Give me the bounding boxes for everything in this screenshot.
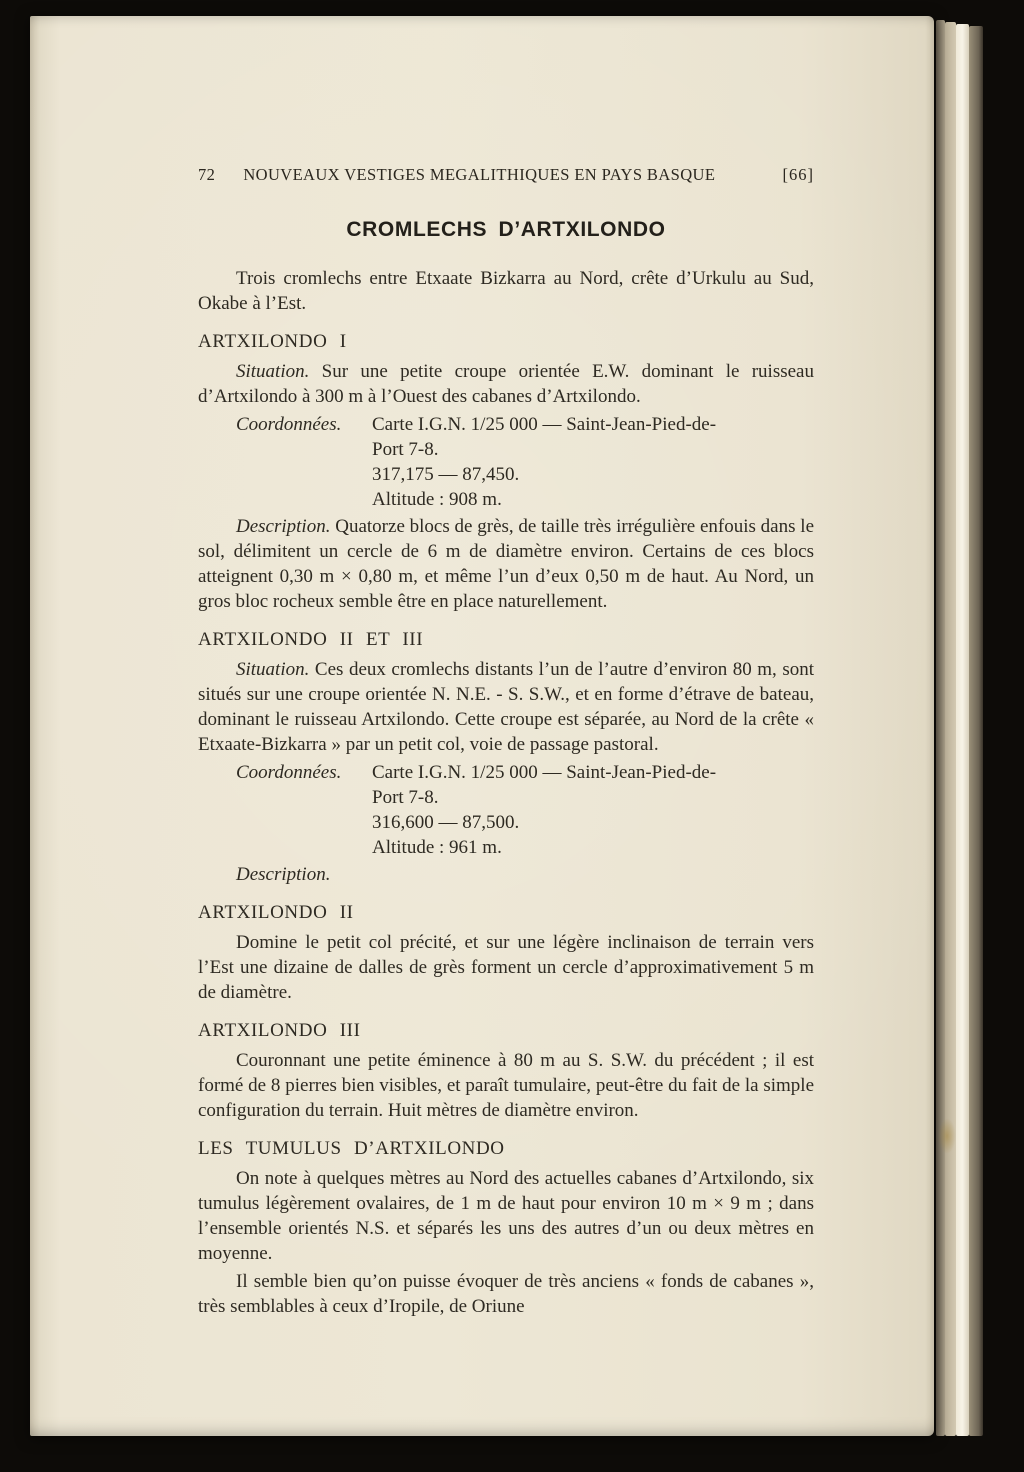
body-paragraph: On note à quelques mètres au Nord des actuelles cabanes d’Artxilondo, six tumulus légèrement ovalaires, de 1 m de haut pour environ 10 m × 9 m ; dans l’ensemble orientés N.S. et séparés les uns des autres d’un ou deux mètres en moyenne. — [198, 1168, 814, 1264]
coordinate-line: Altitude : 908 m. — [372, 489, 502, 510]
body-paragraph: Couronnant une petite éminence à 80 m au S. S.W. du précédent ; il est formé de 8 pierres bien visibles, et paraît tumulaire, peut-être du fait de la simple configuration du terrain. Huit mètres de diamètre environ. — [198, 1050, 814, 1121]
situation-text: Sur une petite croupe orientée E.W. dominant le ruisseau d’Artxilondo à 300 m à l’Ouest des cabanes d’Artxilondo. — [198, 361, 814, 407]
page-number: 72 — [198, 165, 216, 184]
situation-label: Situation. — [236, 361, 310, 382]
description-label: Description. — [236, 864, 331, 885]
page-edge — [945, 22, 956, 1436]
coordinates-label: Coordonnées. — [236, 414, 342, 435]
situation-paragraph — [198, 359, 814, 409]
situation-text: Ces deux cromlechs distants l’un de l’autre d’environ 80 m, sont situés sur une croupe orientée N. N.E. - S. S.W., et en forme d’étrave de bateau, dominant le ruisseau Artxilondo. Cette croupe est séparée, au Nord de la crête « Etxaate-Bizkarra » par un petit col, voie de passage pastoral. — [198, 659, 815, 755]
body-paragraph: Il semble bien qu’on puisse évoquer de très anciens « fonds de cabanes », très semblables à ceux d’Iropile, de Oriune — [198, 1271, 814, 1317]
coordinates-label: Coordonnées. — [236, 762, 342, 783]
page-edge — [956, 24, 969, 1436]
coordinate-line: Port 7-8. — [372, 439, 439, 460]
page-edge — [936, 20, 945, 1436]
description-standalone — [198, 862, 814, 887]
coordinate-line: 317,175 — 87,450. — [372, 464, 520, 485]
coordinate-line: 316,600 — 87,500. — [372, 812, 520, 833]
coordinates-block — [236, 412, 814, 512]
body-paragraph: Domine le petit col précité, et sur une légère inclinaison de terrain vers l’Est une dizaine de dalles de grès forment un cercle d’approximativement 5 m de diamètre. — [198, 932, 814, 1003]
section-heading-artxilondo-1: ARTXILONDO I — [198, 331, 347, 352]
page-edge — [969, 26, 983, 1436]
section-heading-artxilondo-2: ARTXILONDO II — [198, 902, 354, 923]
page-content — [198, 162, 814, 1322]
intro-paragraph: Trois cromlechs entre Etxaate Bizkarra au Nord, crête d’Urkulu au Sud, Okabe à l’Est. — [198, 268, 814, 314]
section-heading-artxilondo-2-3: ARTXILONDO II ET III — [198, 629, 424, 650]
page-stain — [938, 1118, 956, 1154]
coordinate-line: Port 7-8. — [372, 787, 439, 808]
situation-label: Situation. — [236, 659, 310, 680]
coordinate-line: Altitude : 961 m. — [372, 837, 502, 858]
coordinate-line: Carte I.G.N. 1/25 000 — Saint-Jean-Pied-de- — [372, 414, 717, 435]
section-heading-artxilondo-3: ARTXILONDO III — [198, 1020, 361, 1041]
coordinate-lines — [372, 760, 814, 860]
issue-number: [66] — [782, 165, 814, 184]
situation-paragraph — [198, 657, 814, 757]
running-title: NOUVEAUX VESTIGES MEGALITHIQUES EN PAYS BASQUE — [243, 165, 716, 184]
article-title: CROMLECHS D’ARTXILONDO — [346, 218, 666, 241]
description-label: Description. — [236, 516, 331, 537]
coordinate-line: Carte I.G.N. 1/25 000 — Saint-Jean-Pied-de- — [372, 762, 717, 783]
section-heading-tumulus: LES TUMULUS D’ARTXILONDO — [198, 1138, 505, 1159]
coordinate-lines — [372, 412, 814, 512]
book-page — [30, 16, 934, 1436]
coordinates-block — [236, 760, 814, 860]
description-paragraph — [198, 514, 814, 614]
running-head — [198, 162, 814, 187]
description-text: Quatorze blocs de grès, de taille très irrégulière enfouis dans le sol, délimitent un cercle de 6 m de diamètre environ. Certains de ces blocs atteignent 0,30 m × 0,80 m, et même l’un d’eux 0,50 m de haut. Au Nord, un gros bloc rocheux semble être en place naturellement. — [198, 516, 814, 612]
